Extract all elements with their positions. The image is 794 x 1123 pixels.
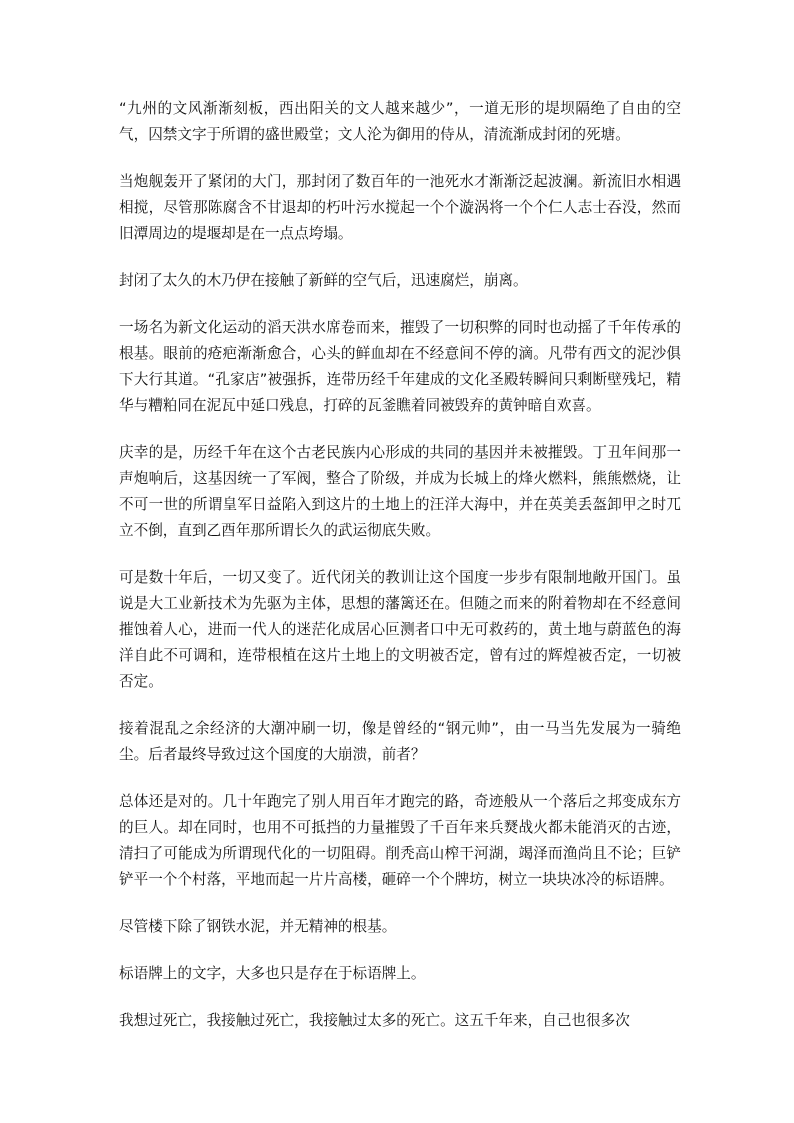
paragraph-5: 庆幸的是，历经千年在这个古老民族内心形成的共同的基因并未被摧毁。丁丑年间那一声炮响后，这基因统一了军阀，整合了阶级，并成为长城上的烽火燃料，熊熊燃烧，让不可一世的所谓皇军日益陷入到这片的土地上的汪洋大海中，并在英美丢盔卸甲之时兀立不倒，直到乙酉年那所谓长久的武运彻底失败。 — [119, 444, 681, 539]
paragraph-9: 尽管楼下除了钢铁水泥，并无精神的根基。 — [119, 918, 397, 935]
paragraph-3: 封闭了太久的木乃伊在接触了新鲜的空气后，迅速腐烂，崩离。 — [119, 272, 528, 289]
paragraph-10: 标语牌上的文字，大多也只是存在于标语牌上。 — [119, 965, 426, 982]
paragraph-1: “九州的文风渐渐刻板，西出阳关的文人越来越少”，一道无形的堤坝隔绝了自由的空气，囚禁文字于所谓的盛世殿堂；文人沦为御用的侍从，清流渐成封闭的死塘。 — [119, 100, 681, 143]
paragraph-2: 当炮舰轰开了紧闭的大门，那封闭了数百年的一池死水才渐渐泛起波澜。新流旧水相遇相搅，尽管那陈腐含不甘退却的朽叶污水搅起一个个漩涡将一个个仁人志士吞没，然而旧潭周边的堤堰却是在一点点垮塌。 — [119, 173, 681, 242]
paragraph-11: 我想过死亡，我接触过死亡，我接触过太多的死亡。这五千年来，自己也很多次 — [119, 1012, 630, 1029]
paragraph-7: 接着混乱之余经济的大潮冲刷一切，像是曾经的“钢元帅”，由一马当先发展为一骑绝尘。后者最终导致过这个国度的大崩溃，前者？ — [119, 720, 681, 763]
document-body — [119, 96, 681, 1034]
paragraph-8: 总体还是对的。几十年跑完了别人用百年才跑完的路，奇迹般从一个落后之邦变成东方的巨人。却在同时，也用不可抵挡的力量摧毁了千百年来兵燹战火都未能消灭的古迹，清扫了可能成为所谓现代化的一切阻碍。削秃高山榨干河湖，竭泽而渔尚且不论；巨铲铲平一个个村落，平地而起一片片高楼，砸碎一个个牌坊，树立一块块冰冷的标语牌。 — [119, 793, 681, 888]
paragraph-4: 一场名为新文化运动的滔天洪水席卷而来，摧毁了一切积弊的同时也动摇了千年传承的根基。眼前的疮疤渐渐愈合，心头的鲜血却在不经意间不停的滴。凡带有西文的泥沙俱下大行其道。“孔家店”被强拆，连带历经千年建成的文化圣殿转瞬间只剩断壁残圮，精华与糟粕同在泥瓦中延口残息，打碎的瓦釜瞧着同被毁弃的黄钟暗自欢喜。 — [119, 319, 681, 414]
paragraph-6: 可是数十年后，一切又变了。近代闭关的教训让这个国度一步步有限制地敞开国门。虽说是大工业新技术为先驱为主体，思想的藩篱还在。但随之而来的附着物却在不经意间摧蚀着人心，进而一代人的迷茫化成居心叵测者口中无可救药的，黄土地与蔚蓝色的海洋自此不可调和，连带根植在这片土地上的文明被否定，曾有过的辉煌被否定，一切被否定。 — [119, 569, 681, 690]
